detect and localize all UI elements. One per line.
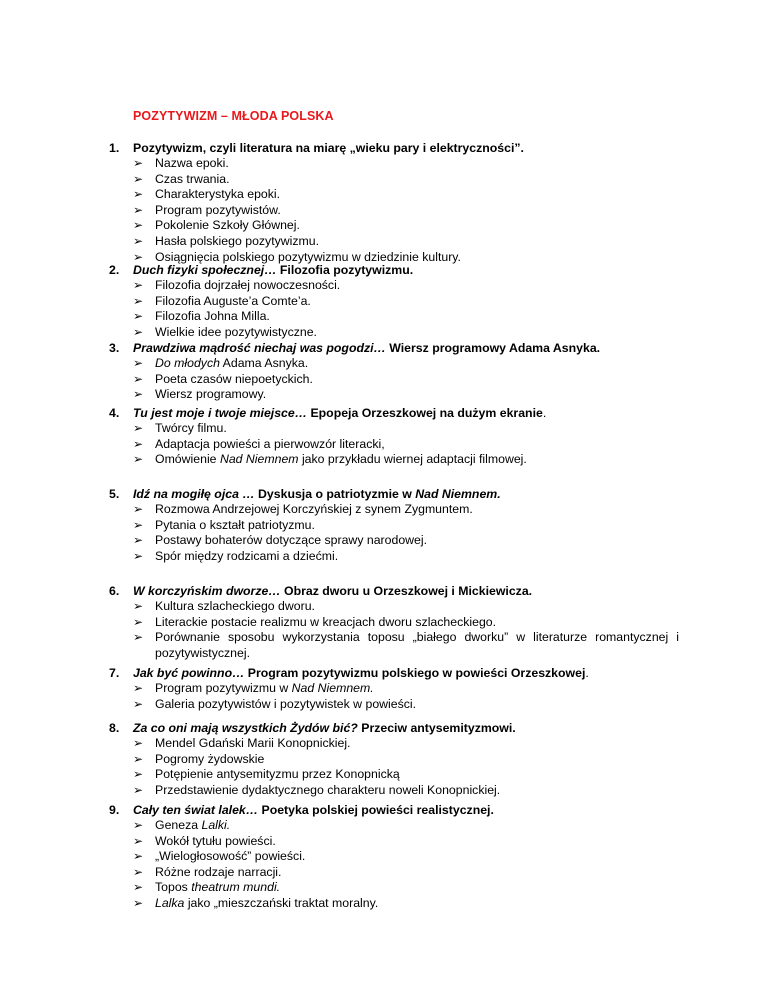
list-item: ➢ Wokół tytułu powieści. (133, 833, 276, 848)
list-item: ➢ Omówienie Nad Niemnem jako przykładu wiernej adaptacji filmowej. (133, 452, 527, 467)
section-number: 6. (109, 584, 120, 598)
bullet-list (133, 278, 679, 340)
arrow-bullet-icon: ➢ (133, 751, 144, 766)
list-item: ➢ Galeria pozytywistów i pozytywistek w powieści. (133, 696, 417, 711)
arrow-bullet-icon: ➢ (133, 849, 144, 864)
list-item: ➢ Mendel Gdański Marii Konopnickiej. (133, 736, 351, 750)
section-5 (109, 486, 679, 564)
section-heading-text: Program pozytywizmu polskiego w powieści Orzeszkowej (244, 666, 586, 680)
list-item: ➢ Wiersz programowy. (133, 387, 267, 402)
section-heading-text: Obraz dworu u Orzeszkowej i Mickiewicza. (280, 584, 533, 598)
arrow-bullet-icon: ➢ (133, 436, 144, 451)
arrow-bullet-icon: ➢ (133, 249, 144, 264)
list-item: ➢ Postawy bohaterów dotyczące sprawy narodowej. (133, 533, 428, 548)
arrow-bullet-icon: ➢ (133, 187, 144, 202)
arrow-bullet-icon: ➢ (133, 387, 144, 402)
list-item: ➢ Geneza Lalki. (133, 818, 231, 832)
section-1 (109, 140, 679, 265)
arrow-bullet-icon: ➢ (133, 599, 144, 613)
arrow-bullet-icon: ➢ (133, 517, 144, 532)
section-heading-tail: . (542, 406, 547, 420)
arrow-bullet-icon: ➢ (133, 614, 144, 629)
bullet-list (133, 156, 679, 265)
section-heading-text: Filozofia pozytywizmu. (276, 263, 414, 277)
arrow-bullet-icon: ➢ (133, 452, 144, 467)
arrow-bullet-icon: ➢ (133, 233, 144, 248)
section-4 (109, 405, 679, 468)
section-quote: Idź na mogiłę ojca … (133, 487, 255, 501)
section-7 (109, 665, 679, 712)
section-heading (109, 802, 679, 818)
arrow-bullet-icon: ➢ (133, 630, 144, 645)
list-item: ➢ Literackie postacie realizmu w kreacjach dworu szlacheckiego. (133, 614, 497, 629)
list-item: ➢ „Wielogłosowość” powieści. (133, 849, 306, 864)
section-heading-title: Nad Niemnem. (415, 487, 501, 501)
list-item: ➢ Hasła polskiego pozytywizmu. (133, 233, 320, 248)
list-item: ➢ Poeta czasów niepoetyckich. (133, 371, 313, 386)
list-item: ➢ Osiągnięcia polskiego pozytywizmu w dziedzinie kultury. (133, 249, 461, 264)
list-item: ➢ Twórcy filmu. (133, 421, 227, 435)
page-title: POZYTYWIZM – MŁODA POLSKA (133, 109, 334, 123)
section-number: 4. (109, 406, 120, 420)
list-item: ➢ Program pozytywizmu w Nad Niemnem. (133, 681, 374, 695)
arrow-bullet-icon: ➢ (133, 782, 144, 797)
section-6 (109, 583, 679, 661)
section-quote: Prawdziwa mądrość niechaj was pogodzi… (133, 341, 386, 355)
section-number: 9. (109, 803, 120, 817)
list-item: ➢ Lalka jako „mieszczański traktat moralny. (133, 895, 379, 910)
list-item: ➢ Potępienie antysemityzmu przez Konopnicką (133, 767, 400, 782)
arrow-bullet-icon: ➢ (133, 681, 144, 695)
list-item: ➢ Porównanie sposobu wykorzystania toposu „białego dworku” w literaturze romantycznej i pozytywistycznej. (133, 630, 679, 660)
list-item: ➢ Do młodych Adama Asnyka. (133, 356, 309, 370)
section-heading (109, 340, 679, 356)
section-heading (109, 720, 679, 736)
arrow-bullet-icon: ➢ (133, 833, 144, 848)
arrow-bullet-icon: ➢ (133, 818, 144, 832)
section-number: 5. (109, 487, 120, 501)
list-item: ➢ Topos theatrum mundi. (133, 880, 281, 895)
section-heading-text: Epopeja Orzeszkowej na dużym ekranie (307, 406, 543, 420)
section-number: 7. (109, 666, 120, 680)
list-item: ➢ Pogromy żydowskie (133, 751, 265, 766)
arrow-bullet-icon: ➢ (133, 218, 144, 233)
list-item: ➢ Charakterystyka epoki. (133, 187, 281, 202)
list-item: ➢ Filozofia Johna Milla. (133, 309, 270, 324)
section-heading-tail: . (585, 666, 589, 680)
section-quote: Duch fizyki społecznej… (133, 263, 277, 277)
section-quote: Tu jest moje i twoje miejsce… (133, 406, 308, 420)
list-item: ➢ Pytania o kształt patriotyzmu. (133, 517, 315, 532)
list-item: ➢ Wielkie idee pozytywistyczne. (133, 324, 317, 339)
bullet-list (133, 502, 679, 564)
arrow-bullet-icon: ➢ (133, 278, 144, 292)
list-item: ➢ Przedstawienie dydaktycznego charakteru noweli Konopnickiej. (133, 782, 501, 797)
arrow-bullet-icon: ➢ (133, 371, 144, 386)
arrow-bullet-icon: ➢ (133, 356, 144, 370)
arrow-bullet-icon: ➢ (133, 533, 144, 548)
arrow-bullet-icon: ➢ (133, 864, 144, 879)
bullet-list (133, 421, 679, 468)
section-heading (109, 140, 679, 156)
bullet-list (133, 356, 679, 403)
list-item: ➢ Adaptacja powieści a pierwowzór literacki, (133, 436, 385, 451)
arrow-bullet-icon: ➢ (133, 696, 144, 711)
bullet-list (133, 599, 679, 661)
section-3 (109, 340, 679, 403)
section-quote: Jak być powinno… (133, 666, 245, 680)
list-item: ➢ Kultura szlacheckiego dworu. (133, 599, 315, 613)
arrow-bullet-icon: ➢ (133, 767, 144, 782)
section-heading-text: Przeciw antysemityzmowi. (357, 721, 516, 735)
arrow-bullet-icon: ➢ (133, 309, 144, 324)
arrow-bullet-icon: ➢ (133, 171, 144, 186)
section-heading-text: Poetyka polskiej powieści realistycznej. (258, 803, 494, 817)
section-quote: Cały ten świat lalek… (133, 803, 259, 817)
bullet-list (133, 818, 679, 912)
arrow-bullet-icon: ➢ (133, 421, 144, 435)
section-heading (109, 262, 679, 278)
list-item: ➢ Nazwa epoki. (133, 156, 229, 170)
arrow-bullet-icon: ➢ (133, 324, 144, 339)
arrow-bullet-icon: ➢ (133, 156, 144, 170)
list-item: ➢ Różne rodzaje narracji. (133, 864, 282, 879)
section-number: 2. (109, 263, 120, 277)
arrow-bullet-icon: ➢ (133, 202, 144, 217)
list-item: ➢ Filozofia dojrzałej nowoczesności. (133, 278, 341, 292)
list-item: ➢ Spór między rodzicami a dziećmi. (133, 548, 339, 563)
list-item: ➢ Pokolenie Szkoły Głównej. (133, 218, 300, 233)
section-heading (109, 665, 679, 681)
section-number: 8. (109, 721, 120, 735)
arrow-bullet-icon: ➢ (133, 502, 144, 516)
bullet-list (133, 681, 679, 712)
section-2 (109, 262, 679, 340)
section-quote: Za co oni mają wszystkich Żydów bić? (133, 721, 358, 735)
section-heading (109, 405, 679, 421)
section-heading-text: Dyskusja o patriotyzmie w (254, 487, 416, 501)
section-heading-text: Wiersz programowy Adama Asnyka. (385, 341, 601, 355)
section-heading (109, 583, 679, 599)
section-number: 1. (109, 141, 120, 155)
arrow-bullet-icon: ➢ (133, 293, 144, 308)
section-heading-text: Pozytywizm, czyli literatura na miarę „wieku pary i elektryczności”. (133, 141, 524, 155)
section-quote: W korczyńskim dworze… (133, 584, 281, 598)
list-item: ➢ Rozmowa Andrzejowej Korczyńskiej z synem Zygmuntem. (133, 502, 473, 516)
arrow-bullet-icon: ➢ (133, 880, 144, 895)
section-heading (109, 486, 679, 502)
section-8 (109, 720, 679, 798)
list-item: ➢ Filozofia Auguste’a Comte’a. (133, 293, 311, 308)
section-9 (109, 802, 679, 912)
list-item: ➢ Program pozytywistów. (133, 202, 281, 217)
bullet-list (133, 736, 679, 798)
arrow-bullet-icon: ➢ (133, 895, 144, 910)
section-number: 3. (109, 341, 120, 355)
arrow-bullet-icon: ➢ (133, 548, 144, 563)
list-item: ➢ Czas trwania. (133, 171, 230, 186)
arrow-bullet-icon: ➢ (133, 736, 144, 750)
